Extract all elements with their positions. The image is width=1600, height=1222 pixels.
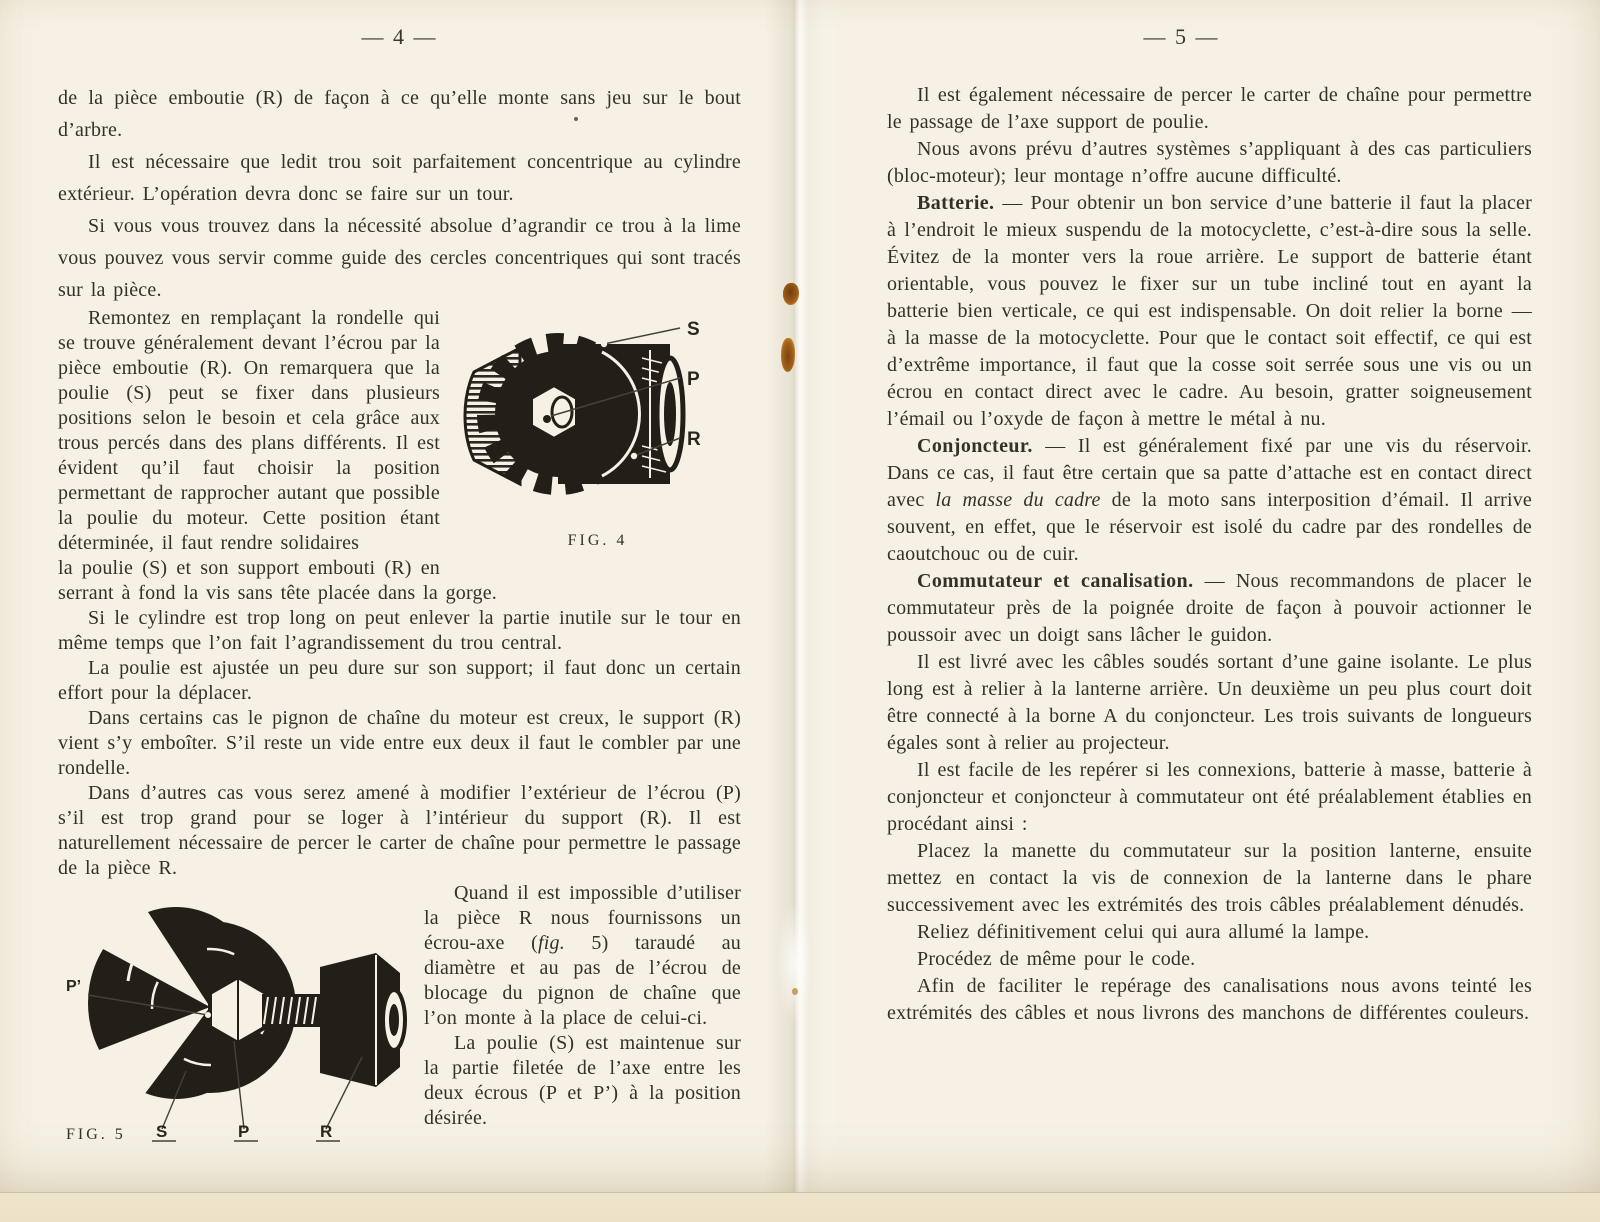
figure-5-caption: FIG. 5 xyxy=(66,1126,126,1143)
text-run: de la moto sans interposition d’émail. Il arrive souvent, en effet, que le réservoir est isolé du cadre par des rondelles de caoutchouc ou de cuir. xyxy=(887,489,1533,565)
section-heading: Batterie. xyxy=(917,192,995,214)
threaded-axle xyxy=(262,994,322,1027)
paragraph: Il est nécessaire que ledit trou soit parfaitement concentrique au cylindre extérieur. L’opération devra donc se faire sur un tour. xyxy=(58,151,741,205)
leader-dot xyxy=(205,1012,211,1018)
figure-4-drawing xyxy=(454,308,741,522)
paragraph: Si le cylindre est trop long on peut enlever la partie inutile sur le tour en même temps que l’on fait l’agrandissement du trou central. xyxy=(58,607,741,654)
figure-5-label-s: S xyxy=(156,1122,168,1141)
text-run-italic: la masse du cadre xyxy=(935,489,1101,511)
paragraph: de la pièce emboutie (R) de façon à ce qu’elle monte sans jeu sur le bout d’arbre. xyxy=(58,87,741,141)
page-4-lower-block xyxy=(58,306,741,1143)
paragraph: Il est également nécessaire de percer le carter de chaîne pour permettre le passage de l’axe support de poulie. xyxy=(887,84,1532,133)
paper-speck xyxy=(574,117,578,121)
paragraph: Il est facile de les repérer si les connexions, batterie à masse, batterie à conjoncteur et conjoncteur à commutateur ont été préalablement établies en procédant ainsi : xyxy=(887,759,1532,835)
figure-4-label-r: R xyxy=(687,429,701,450)
paragraph: Afin de faciliter le repérage des canalisations nous avons teinté les extrémités des câbles et nous livrons des manchons de différentes couleurs. xyxy=(887,975,1532,1024)
paragraph: la poulie (S) et son support embouti (R) en serrant à fond la vis sans tête placée dans la gorge. xyxy=(58,557,497,604)
text-run: — Nous recommandons de placer le commutateur près de la poignée droite de façon à pouvoir actionner le poussoir avec un doigt sans lâcher le guidon. xyxy=(887,570,1532,646)
figure-5-label-p-prime: P’ xyxy=(66,978,82,995)
figure-4 xyxy=(454,308,741,556)
paragraph: Dans certains cas le pignon de chaîne du moteur est creux, le support (R) vient s’y emboîter. S’il reste un vide entre eux deux il faut le combler par une rondelle. xyxy=(58,707,741,779)
text-run: 5) taraudé au diamètre et au pas de l’écrou de blocage du pignon de chaîne que l’on monte à la place de celui-ci. xyxy=(424,932,741,1029)
section-commutateur xyxy=(887,568,1532,649)
staple-crease-highlight xyxy=(776,900,812,1025)
section-conjoncteur xyxy=(887,433,1532,568)
text-run: — Pour obtenir un bon service d’une batterie il faut la placer à l’endroit le mieux suspendu de la motocyclette, c’est-à-dire sous la selle. Évitez de la monter vers la roue arrière. Le support de batterie étant orientable, vous pouvez le fixer sur un tube incliné tout en ayant la batterie bien verticale, ce qui est indispensable. On doit relier la borne — à la masse de la motocyclette. Pour que le contact soit effectif, ce qui est d’extrême importance, il faut que la cosse soit serrée sous une vis ou un écrou en contact direct avec le cadre. Au besoin, gratter soigneusement l’émail ou l’oxyde de façon à mettre le métal à nu. xyxy=(887,192,1532,430)
page-bottom-edge xyxy=(0,1192,1600,1222)
paragraph: Il est livré avec les câbles soudés sortant d’une gaine isolante. Le plus long est à relier à la lanterne arrière. Un deuxième un peu plus court doit être connecté à la borne A du conjoncteur. Les trois suivants de longueurs égales sont à relier au projecteur. xyxy=(887,651,1532,754)
paragraph: Remontez en remplaçant la rondelle qui se trouve généralement devant l’écrou par la pièce emboutie (R). On remarquera que la poulie (S) peut se fixer dans plusieurs positions selon le besoin et cela grâce aux trous percés dans des plans différents. Il est évident qu’il faut choisir la position permettant de rapprocher autant que possible la poulie du moteur. Cette position étant déterminée, il faut rendre solidaires xyxy=(58,307,440,554)
figure-4-label-s: S xyxy=(687,319,700,340)
figure-5-drawing xyxy=(58,889,408,1155)
text-run-italic: fig. xyxy=(538,932,565,954)
section-heading: Commutateur et canalisation. xyxy=(917,570,1194,592)
text-run: Quand il est impossible d’utiliser la pièce R nous fournissons un écrou-axe ( xyxy=(424,882,741,954)
axle-nut xyxy=(531,385,577,439)
paragraph: La poulie est ajustée un peu dure sur son support; il faut donc un certain effort pour la déplacer. xyxy=(58,657,741,704)
paper-speck xyxy=(792,988,798,995)
paragraph: Procédez de même pour le code. xyxy=(917,948,1196,970)
page-5-text-column xyxy=(887,82,1532,1027)
book-page-4 xyxy=(0,0,795,1192)
nut-p xyxy=(210,977,266,1043)
page-number: — 4 — xyxy=(361,24,438,49)
page-4-text-column xyxy=(58,82,741,1181)
figure-5-label-p: P xyxy=(238,1122,250,1141)
figure-5 xyxy=(58,889,408,1179)
paragraph: Dans d’autres cas vous serez amené à modifier l’extérieur de l’écrou (P) s’il est trop grand pour se loger à l’intérieur du support (R). Il est naturellement nécessaire de percer le carter de chaîne pour permettre le passage de la pièce R. xyxy=(58,782,741,879)
text-run: — Il est généralement fixé par une vis du réservoir. Dans ce cas, il faut être certain que sa patte d’attache est en contact direct avec xyxy=(887,435,1532,511)
paragraph: Reliez définitivement celui qui aura allumé la lampe. xyxy=(917,921,1370,943)
ecrou-axe-r xyxy=(320,953,405,1087)
paragraph: Nous avons prévu d’autres systèmes s’appliquant à des cas particuliers (bloc-moteur); leur montage n’offre aucune difficulté. xyxy=(887,138,1532,187)
figure-5-label-r: R xyxy=(320,1122,333,1141)
paragraph: Si vous vous trouvez dans la nécessité absolue d’agrandir ce trou à la lime vous pouvez vous servir comme guide des cercles concentriques qui sont tracés sur la pièce. xyxy=(58,215,741,301)
figure-4-caption: FIG. 4 xyxy=(567,532,628,549)
paragraph: La poulie (S) est maintenue sur la partie filetée de l’axe entre les deux écrous (P et P’) à la position désirée. xyxy=(424,1032,741,1129)
paragraph: Placez la manette du commutateur sur la position lanterne, ensuite mettez en contact la vis de connexion de la lanterne dans le phare successivement avec les extrémités des trois câbles préalablement dénudés. xyxy=(887,840,1532,916)
book-page-5 xyxy=(795,0,1600,1192)
leader-dot xyxy=(631,453,637,459)
page-number: — 5 — xyxy=(1143,24,1220,49)
leader-dot xyxy=(601,341,607,347)
section-batterie xyxy=(887,190,1532,433)
figure-4-label-p: P xyxy=(687,369,700,390)
section-heading: Conjoncteur. xyxy=(917,435,1033,457)
